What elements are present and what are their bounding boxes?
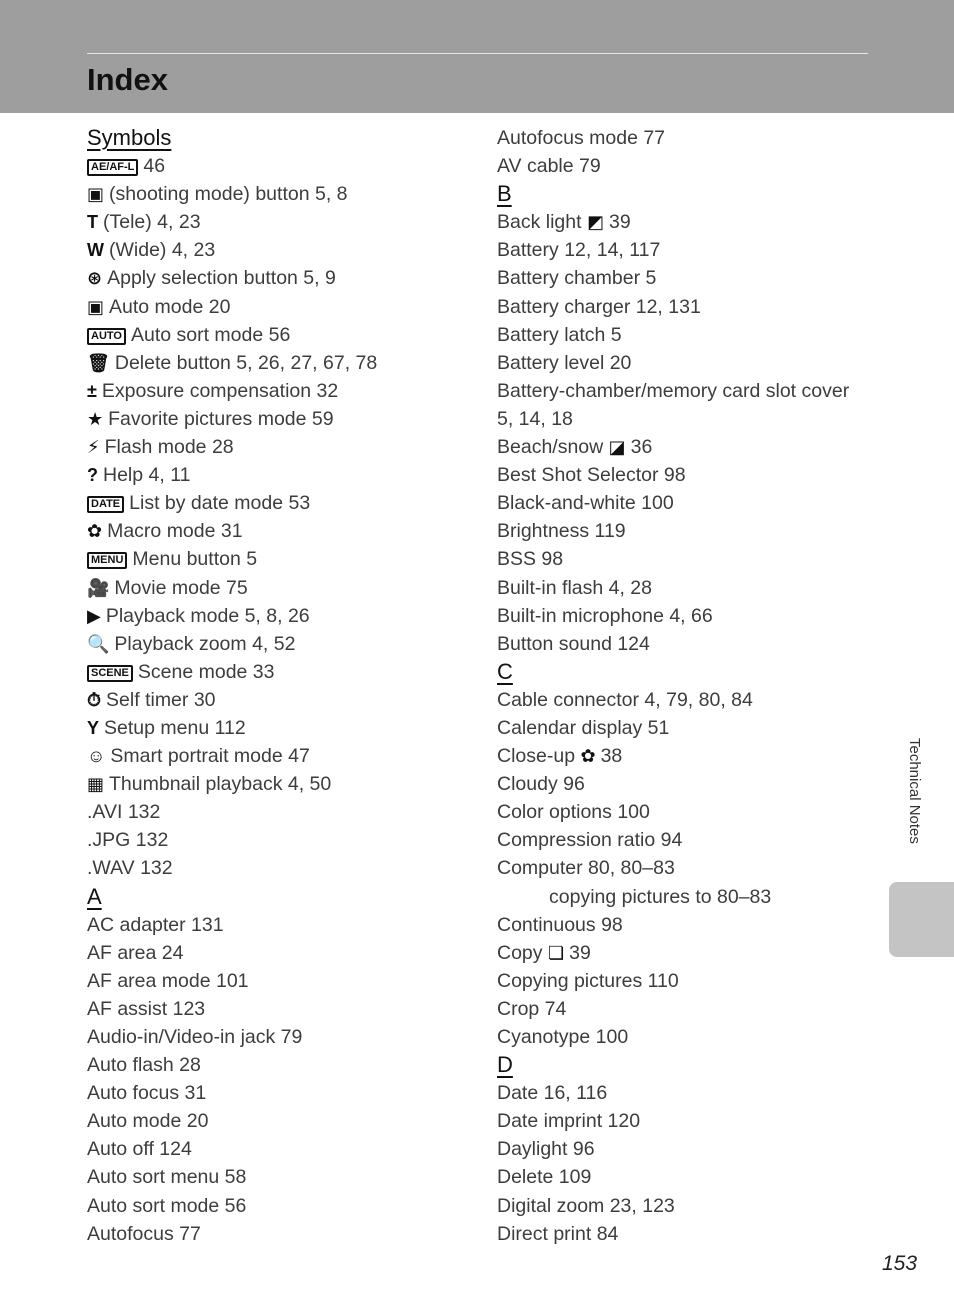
self-timer-icon: ⏱ [87,689,102,710]
index-entry-text: Delete 109 [497,1166,592,1189]
index-entry [497,770,877,798]
playback-icon: ▶ [87,605,101,626]
index-entry-text: Autofocus 77 [87,1222,201,1245]
copy-icon: ❏ [547,942,565,963]
index-entry-text: Macro mode 31 [107,520,243,543]
index-entry-text: Menu button 5 [132,548,258,571]
index-entry [497,264,877,292]
index-entry [497,208,877,236]
index-entry-text: (shooting mode) button 5, 8 [109,183,348,206]
index-entry-text: Battery 12, 14, 117 [497,239,661,262]
index-entry [87,264,482,292]
index-entry-text: List by date mode 53 [129,492,311,515]
index-entry-text: Thumbnail playback 4, 50 [109,773,332,796]
index-entry [497,995,877,1023]
auto-sort-icon: AUTO [87,328,126,345]
movie-icon: 🎥 [87,577,110,598]
index-entry [87,574,482,602]
index-entry [87,377,482,405]
index-entry-text: Delete button 5, 26, 27, 67, 78 [114,351,378,374]
index-entry-text: Date 16, 116 [497,1082,608,1105]
index-entry-text: copying pictures to 80–83 [549,885,772,908]
index-entry [87,321,482,349]
index-entry-text: Brightness 119 [497,520,626,543]
index-entry-pages: 38 [600,745,623,768]
index-entry-text: Scene mode 33 [137,660,275,683]
index-entry [87,714,482,742]
index-entry [497,461,877,489]
index-entry-text: Battery-chamber/memory card slot cover [497,379,850,402]
index-entry [87,1079,482,1107]
index-entry [497,826,877,854]
page-title: Index [87,62,168,97]
index-entry-text: Color options 100 [497,801,650,824]
index-entry [497,686,877,714]
index-entry [87,180,482,208]
index-entry [87,489,482,517]
page-number: 153 [882,1252,918,1275]
index-entry-text: Battery level 20 [497,351,632,374]
index-entry [497,911,877,939]
index-entry-text: Playback mode 5, 8, 26 [105,604,310,627]
index-entry-text: Copy [497,941,543,964]
index-entry-text: Built-in microphone 4, 66 [497,604,713,627]
index-entry-text: Auto mode 20 [87,1110,209,1133]
index-entry [497,1220,877,1248]
playback-zoom-icon: 🔍 [87,633,110,654]
index-entry [87,686,482,714]
index-entry-text: Copying pictures 110 [497,969,679,992]
index-entry [87,545,482,573]
index-letter-text: D [497,1052,513,1078]
index-entry-text: Help 4, 11 [103,464,191,487]
index-entry [497,236,877,264]
index-entry-text: (Tele) 4, 23 [103,211,201,234]
index-letter-text: C [497,658,513,684]
index-entry-text: Compression ratio 94 [497,829,683,852]
index-entry [497,742,877,770]
index-entry [497,630,877,658]
index-letter-heading [497,180,877,208]
index-entry-text: Auto off 124 [87,1138,192,1161]
camera-icon: ▣ [87,184,105,205]
index-entry [497,602,877,630]
page-header [0,0,954,113]
index-entry [497,321,877,349]
index-entry [87,630,482,658]
index-entry-text: Black-and-white 100 [497,492,674,515]
index-entry-text: Audio-in/Video-in jack 79 [87,1026,303,1048]
index-entry [497,883,877,911]
index-entry [497,854,877,882]
index-entry-text: Digital zoom 23, 123 [497,1194,675,1217]
index-entry-pages: 39 [608,211,631,234]
index-entry [497,967,877,995]
flash-icon: ⚡ [87,437,100,458]
index-entry-text: Daylight 96 [497,1138,595,1161]
macro-icon: ✿ [87,521,103,542]
close-up-icon: ✿ [580,746,596,767]
index-entry-pages: 39 [569,941,591,964]
index-column-left [87,124,482,1248]
index-letter-heading [87,124,482,152]
index-entry-text: Movie mode 75 [114,576,248,599]
index-entry-text: Computer 80, 80–83 [497,857,675,880]
index-entry [497,405,877,433]
index-entry [87,939,482,967]
index-entry [87,236,482,264]
trash-icon: 🗑 [87,352,110,373]
index-entry-text: Smart portrait mode 47 [110,745,310,768]
index-entry [87,405,482,433]
index-entry-text: Battery latch 5 [497,323,622,346]
index-entry-text: Auto focus 31 [87,1082,207,1105]
index-entry [87,995,482,1023]
index-entry-text: Continuous 98 [497,913,623,936]
index-entry [87,517,482,545]
index-letter-heading [87,883,482,911]
help-icon: ? [87,465,98,486]
index-entry-text: Date imprint 120 [497,1110,641,1133]
thumbnail-icon: ▦ [87,774,105,795]
index-entry [87,1163,482,1191]
back-light-icon: ◩ [586,212,604,233]
index-entry [87,1023,482,1051]
index-letter-heading [497,658,877,686]
index-entry [497,1079,877,1107]
index-entry [497,574,877,602]
scene-icon: SCENE [87,665,133,682]
exposure-compensation-icon: ± [87,380,97,401]
index-entry-text: Playback zoom 4, 52 [114,632,296,655]
index-entry [87,461,482,489]
index-entry-text: Favorite pictures mode 59 [108,407,334,430]
index-entry-text: Self timer 30 [106,688,216,711]
index-entry [497,349,877,377]
index-entry [87,770,482,798]
index-entry [87,349,482,377]
index-entry-text: Direct print 84 [497,1222,619,1245]
index-entry [497,489,877,517]
index-entry [87,1192,482,1220]
index-entry [497,1023,877,1051]
favorite-pictures-icon: ★ [87,408,104,429]
tele-icon: T [87,212,98,233]
header-rule [87,53,868,54]
index-entry [87,798,482,826]
index-entry-text: 46 [143,155,166,178]
setup-wrench-icon: Y [87,717,100,738]
index-entry [87,208,482,236]
index-entry-text: 5, 14, 18 [497,407,573,430]
index-entry-text: AV cable 79 [497,155,601,178]
index-entry-text: Setup menu 112 [104,716,246,739]
section-side-label: Technical Notes [906,738,923,844]
index-entry-text: Calendar display 51 [497,716,670,739]
index-entry [497,1107,877,1135]
index-entry-text: Crop 74 [497,997,567,1020]
index-entry-text: Auto mode 20 [109,295,231,318]
menu-icon: MENU [87,552,127,569]
index-entry [497,152,877,180]
index-entry-text: Button sound 124 [497,632,650,655]
index-entry-text: AF assist 123 [87,997,206,1020]
index-entry [87,1107,482,1135]
list-by-date-icon: DATE [87,496,124,513]
index-entry-text: BSS 98 [497,548,564,571]
index-entry [497,377,877,405]
index-entry-text: Best Shot Selector 98 [497,464,686,487]
index-entry [497,433,877,461]
wide-icon: W [87,240,104,261]
index-entry [87,854,482,882]
index-letter-text: A [87,883,102,909]
ae-af-lock-icon: AE/AF-L [87,159,138,176]
index-entry [497,545,877,573]
index-entry-text: AC adapter 131 [87,913,224,936]
index-entry-text: .JPG 132 [87,829,169,852]
index-entry [497,517,877,545]
index-entry [87,152,482,180]
index-entry [87,1220,482,1248]
index-entry-text: Close-up [497,745,576,768]
index-entry [87,911,482,939]
index-entry-text: Cable connector 4, 79, 80, 84 [497,688,753,711]
index-entry-text: .WAV 132 [87,857,173,880]
index-entry-text: Cyanotype 100 [497,1026,629,1048]
index-entry-text: Auto sort mode 56 [130,323,291,346]
beach-snow-icon: ◪ [608,437,626,458]
index-entry-text: Apply selection button 5, 9 [107,267,336,290]
index-entry [87,433,482,461]
index-entry [497,293,877,321]
index-entry [497,124,877,152]
index-entry [87,1051,482,1079]
index-entry-text: Battery chamber 5 [497,267,657,290]
smart-portrait-icon: ☺ [87,746,106,767]
index-entry-text: Autofocus mode 77 [497,127,666,149]
index-entry [87,658,482,686]
index-entry [497,798,877,826]
index-entry [87,1135,482,1163]
index-entry-text: Exposure compensation 32 [101,379,339,402]
index-entry-pages: 36 [630,436,653,459]
index-entry [87,742,482,770]
index-entry-text: Back light [497,211,582,234]
index-column-right [497,124,877,1248]
ok-icon: ⊛ [87,268,103,289]
index-entry [87,293,482,321]
index-entry [87,826,482,854]
index-entry-text: Auto sort menu 58 [87,1166,247,1189]
index-entry-text: Built-in flash 4, 28 [497,576,653,599]
index-entry [497,1163,877,1191]
camera-icon: ▣ [87,296,105,317]
index-entry [497,1192,877,1220]
index-letter-heading [497,1051,877,1079]
section-tab[interactable] [889,882,954,957]
index-entry-text: Auto sort mode 56 [87,1194,247,1217]
index-entry [497,1135,877,1163]
index-entry [497,714,877,742]
index-entry-text: Flash mode 28 [104,436,234,459]
index-entry-text: .AVI 132 [87,801,161,824]
index-entry-text: Battery charger 12, 131 [497,295,701,318]
index-entry-text: Auto flash 28 [87,1054,201,1077]
index-entry-text: (Wide) 4, 23 [109,239,216,262]
index-letter-text: Symbols [87,125,172,150]
index-entry-text: Cloudy 96 [497,773,585,796]
index-entry [497,939,877,967]
index-letter-text: B [497,181,512,207]
index-entry [87,602,482,630]
index-entry [87,967,482,995]
index-entry-text: AF area 24 [87,941,184,964]
index-entry-text: AF area mode 101 [87,969,249,992]
index-entry-text: Beach/snow [497,436,604,459]
